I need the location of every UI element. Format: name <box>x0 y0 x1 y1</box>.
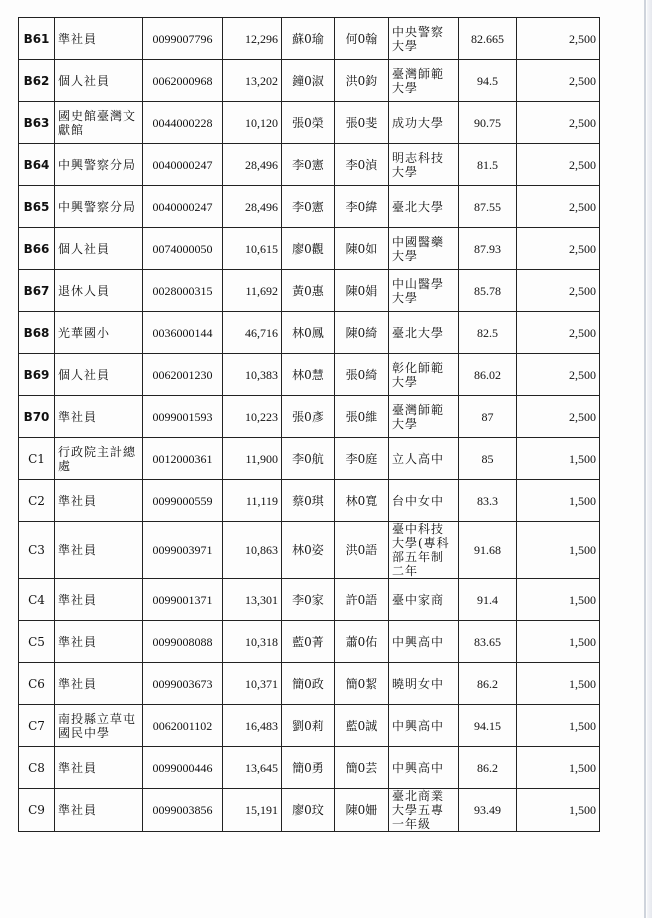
member-code-cell: 0012000361 <box>143 438 223 480</box>
member-name-cell: 簡0政 <box>282 663 335 705</box>
amount-cell: 1,500 <box>517 705 600 747</box>
table-body <box>19 18 600 832</box>
page-edge-line <box>644 0 646 918</box>
amount-cell: 2,500 <box>517 396 600 438</box>
member-code-cell: 0062001102 <box>143 705 223 747</box>
member-name-cell: 藍0菁 <box>282 621 335 663</box>
student-name-cell: 張0斐 <box>335 102 389 144</box>
student-name-cell: 簡0芸 <box>335 747 389 789</box>
income-cell: 13,645 <box>223 747 282 789</box>
unit-cell: 準社員 <box>55 621 143 663</box>
row-id: B70 <box>19 396 55 438</box>
score-cell: 81.5 <box>459 144 517 186</box>
member-code-cell: 0099001593 <box>143 396 223 438</box>
student-name-cell: 李0湞 <box>335 144 389 186</box>
member-code-cell: 0099000446 <box>143 747 223 789</box>
student-name-cell: 蕭0佑 <box>335 621 389 663</box>
income-cell: 10,223 <box>223 396 282 438</box>
school-cell: 臺北商業大學五專一年級 <box>389 789 459 832</box>
unit-cell: 退休人員 <box>55 270 143 312</box>
table-row <box>19 480 600 522</box>
member-code-cell: 0099008088 <box>143 621 223 663</box>
page-edge <box>647 0 652 918</box>
table-row <box>19 270 600 312</box>
member-name-cell: 林0慧 <box>282 354 335 396</box>
amount-cell: 1,500 <box>517 621 600 663</box>
unit-cell: 準社員 <box>55 396 143 438</box>
income-cell: 13,202 <box>223 60 282 102</box>
amount-cell: 1,500 <box>517 663 600 705</box>
table-row <box>19 663 600 705</box>
amount-cell: 2,500 <box>517 102 600 144</box>
row-id: B61 <box>19 18 55 60</box>
member-code-cell: 0099003971 <box>143 522 223 579</box>
member-code-cell: 0099007796 <box>143 18 223 60</box>
table-row <box>19 60 600 102</box>
table-row <box>19 747 600 789</box>
score-cell: 87 <box>459 396 517 438</box>
unit-cell: 個人社員 <box>55 60 143 102</box>
school-cell: 中興高中 <box>389 747 459 789</box>
row-id: C6 <box>19 663 55 705</box>
student-name-cell: 張0維 <box>335 396 389 438</box>
income-cell: 28,496 <box>223 144 282 186</box>
student-name-cell: 洪0語 <box>335 522 389 579</box>
member-code-cell: 0099000559 <box>143 480 223 522</box>
member-code-cell: 0040000247 <box>143 186 223 228</box>
unit-cell: 準社員 <box>55 522 143 579</box>
member-name-cell: 李0憲 <box>282 186 335 228</box>
unit-cell: 個人社員 <box>55 228 143 270</box>
row-id: C3 <box>19 522 55 579</box>
unit-cell: 個人社員 <box>55 354 143 396</box>
school-cell: 臺北大學 <box>389 312 459 354</box>
row-id: B64 <box>19 144 55 186</box>
row-id: C2 <box>19 480 55 522</box>
score-cell: 94.5 <box>459 60 517 102</box>
scholarship-table <box>18 17 600 832</box>
score-cell: 87.93 <box>459 228 517 270</box>
income-cell: 10,318 <box>223 621 282 663</box>
amount-cell: 1,500 <box>517 480 600 522</box>
income-cell: 28,496 <box>223 186 282 228</box>
amount-cell: 1,500 <box>517 522 600 579</box>
row-id: C8 <box>19 747 55 789</box>
score-cell: 85.78 <box>459 270 517 312</box>
table-row <box>19 312 600 354</box>
table-row <box>19 102 600 144</box>
income-cell: 11,900 <box>223 438 282 480</box>
member-name-cell: 李0憲 <box>282 144 335 186</box>
income-cell: 12,296 <box>223 18 282 60</box>
score-cell: 86.02 <box>459 354 517 396</box>
row-id: C4 <box>19 579 55 621</box>
member-code-cell: 0074000050 <box>143 228 223 270</box>
score-cell: 90.75 <box>459 102 517 144</box>
school-cell: 台中女中 <box>389 480 459 522</box>
member-code-cell: 0040000247 <box>143 144 223 186</box>
table-row <box>19 144 600 186</box>
table-row <box>19 396 600 438</box>
member-code-cell: 0099003856 <box>143 789 223 832</box>
table-row <box>19 186 600 228</box>
student-name-cell: 陳0如 <box>335 228 389 270</box>
amount-cell: 2,500 <box>517 18 600 60</box>
member-name-cell: 廖0玟 <box>282 789 335 832</box>
school-cell: 明志科技大學 <box>389 144 459 186</box>
member-name-cell: 劉0莉 <box>282 705 335 747</box>
member-name-cell: 李0家 <box>282 579 335 621</box>
school-cell: 成功大學 <box>389 102 459 144</box>
score-cell: 86.2 <box>459 747 517 789</box>
school-cell: 臺灣師範大學 <box>389 396 459 438</box>
score-cell: 93.49 <box>459 789 517 832</box>
table-row <box>19 705 600 747</box>
amount-cell: 2,500 <box>517 60 600 102</box>
amount-cell: 1,500 <box>517 579 600 621</box>
unit-cell: 準社員 <box>55 579 143 621</box>
unit-cell: 準社員 <box>55 18 143 60</box>
student-name-cell: 林0寬 <box>335 480 389 522</box>
row-id: B69 <box>19 354 55 396</box>
unit-cell: 準社員 <box>55 747 143 789</box>
school-cell: 立人高中 <box>389 438 459 480</box>
school-cell: 中國醫藥大學 <box>389 228 459 270</box>
member-name-cell: 廖0觀 <box>282 228 335 270</box>
table-row <box>19 228 600 270</box>
unit-cell: 中興警察分局 <box>55 144 143 186</box>
score-cell: 91.68 <box>459 522 517 579</box>
income-cell: 11,692 <box>223 270 282 312</box>
row-id: C5 <box>19 621 55 663</box>
unit-cell: 光華國小 <box>55 312 143 354</box>
row-id: B67 <box>19 270 55 312</box>
member-name-cell: 蘇0瑜 <box>282 18 335 60</box>
score-cell: 87.55 <box>459 186 517 228</box>
table-row <box>19 438 600 480</box>
income-cell: 10,383 <box>223 354 282 396</box>
student-name-cell: 陳0綺 <box>335 312 389 354</box>
income-cell: 13,301 <box>223 579 282 621</box>
student-name-cell: 藍0誠 <box>335 705 389 747</box>
member-name-cell: 林0鳳 <box>282 312 335 354</box>
member-name-cell: 鐘0淑 <box>282 60 335 102</box>
amount-cell: 1,500 <box>517 789 600 832</box>
member-name-cell: 李0航 <box>282 438 335 480</box>
amount-cell: 2,500 <box>517 354 600 396</box>
amount-cell: 2,500 <box>517 270 600 312</box>
member-name-cell: 蔡0琪 <box>282 480 335 522</box>
row-id: B63 <box>19 102 55 144</box>
school-cell: 中興高中 <box>389 705 459 747</box>
row-id: B66 <box>19 228 55 270</box>
unit-cell: 準社員 <box>55 663 143 705</box>
score-cell: 83.65 <box>459 621 517 663</box>
income-cell: 11,119 <box>223 480 282 522</box>
row-id: B68 <box>19 312 55 354</box>
table-row <box>19 579 600 621</box>
score-cell: 82.5 <box>459 312 517 354</box>
amount-cell: 1,500 <box>517 438 600 480</box>
member-code-cell: 0044000228 <box>143 102 223 144</box>
amount-cell: 2,500 <box>517 228 600 270</box>
member-name-cell: 張0彥 <box>282 396 335 438</box>
student-name-cell: 張0綺 <box>335 354 389 396</box>
table-row <box>19 789 600 832</box>
score-cell: 85 <box>459 438 517 480</box>
row-id: B65 <box>19 186 55 228</box>
student-name-cell: 李0庭 <box>335 438 389 480</box>
student-name-cell: 簡0絜 <box>335 663 389 705</box>
member-code-cell: 0099001371 <box>143 579 223 621</box>
score-cell: 82.665 <box>459 18 517 60</box>
unit-cell: 行政院主計總處 <box>55 438 143 480</box>
unit-cell: 準社員 <box>55 789 143 832</box>
score-cell: 91.4 <box>459 579 517 621</box>
member-code-cell: 0036000144 <box>143 312 223 354</box>
member-name-cell: 林0姿 <box>282 522 335 579</box>
score-cell: 94.15 <box>459 705 517 747</box>
school-cell: 臺中家商 <box>389 579 459 621</box>
row-id: C9 <box>19 789 55 832</box>
student-name-cell: 陳0姍 <box>335 789 389 832</box>
school-cell: 臺灣師範大學 <box>389 60 459 102</box>
income-cell: 16,483 <box>223 705 282 747</box>
student-name-cell: 李0緯 <box>335 186 389 228</box>
income-cell: 10,615 <box>223 228 282 270</box>
member-code-cell: 0028000315 <box>143 270 223 312</box>
school-cell: 臺北大學 <box>389 186 459 228</box>
member-code-cell: 0099003673 <box>143 663 223 705</box>
unit-cell: 國史館臺灣文獻館 <box>55 102 143 144</box>
unit-cell: 中興警察分局 <box>55 186 143 228</box>
student-name-cell: 許0語 <box>335 579 389 621</box>
income-cell: 10,863 <box>223 522 282 579</box>
member-name-cell: 張0榮 <box>282 102 335 144</box>
table-row <box>19 522 600 579</box>
income-cell: 15,191 <box>223 789 282 832</box>
school-cell: 曉明女中 <box>389 663 459 705</box>
row-id: B62 <box>19 60 55 102</box>
income-cell: 46,716 <box>223 312 282 354</box>
member-name-cell: 黃0惠 <box>282 270 335 312</box>
school-cell: 中興高中 <box>389 621 459 663</box>
member-code-cell: 0062001230 <box>143 354 223 396</box>
school-cell: 中山醫學大學 <box>389 270 459 312</box>
student-name-cell: 陳0娟 <box>335 270 389 312</box>
table-row <box>19 354 600 396</box>
student-name-cell: 洪0鈞 <box>335 60 389 102</box>
income-cell: 10,371 <box>223 663 282 705</box>
school-cell: 中央警察大學 <box>389 18 459 60</box>
member-name-cell: 簡0勇 <box>282 747 335 789</box>
school-cell: 臺中科技大學(專科部五年制二年 <box>389 522 459 579</box>
unit-cell: 準社員 <box>55 480 143 522</box>
income-cell: 10,120 <box>223 102 282 144</box>
amount-cell: 2,500 <box>517 144 600 186</box>
row-id: C7 <box>19 705 55 747</box>
row-id: C1 <box>19 438 55 480</box>
score-cell: 86.2 <box>459 663 517 705</box>
member-code-cell: 0062000968 <box>143 60 223 102</box>
amount-cell: 2,500 <box>517 186 600 228</box>
amount-cell: 1,500 <box>517 747 600 789</box>
table-row <box>19 621 600 663</box>
amount-cell: 2,500 <box>517 312 600 354</box>
school-cell: 彰化師範大學 <box>389 354 459 396</box>
table-row <box>19 18 600 60</box>
student-name-cell: 何0翰 <box>335 18 389 60</box>
score-cell: 83.3 <box>459 480 517 522</box>
unit-cell: 南投縣立草屯國民中學 <box>55 705 143 747</box>
